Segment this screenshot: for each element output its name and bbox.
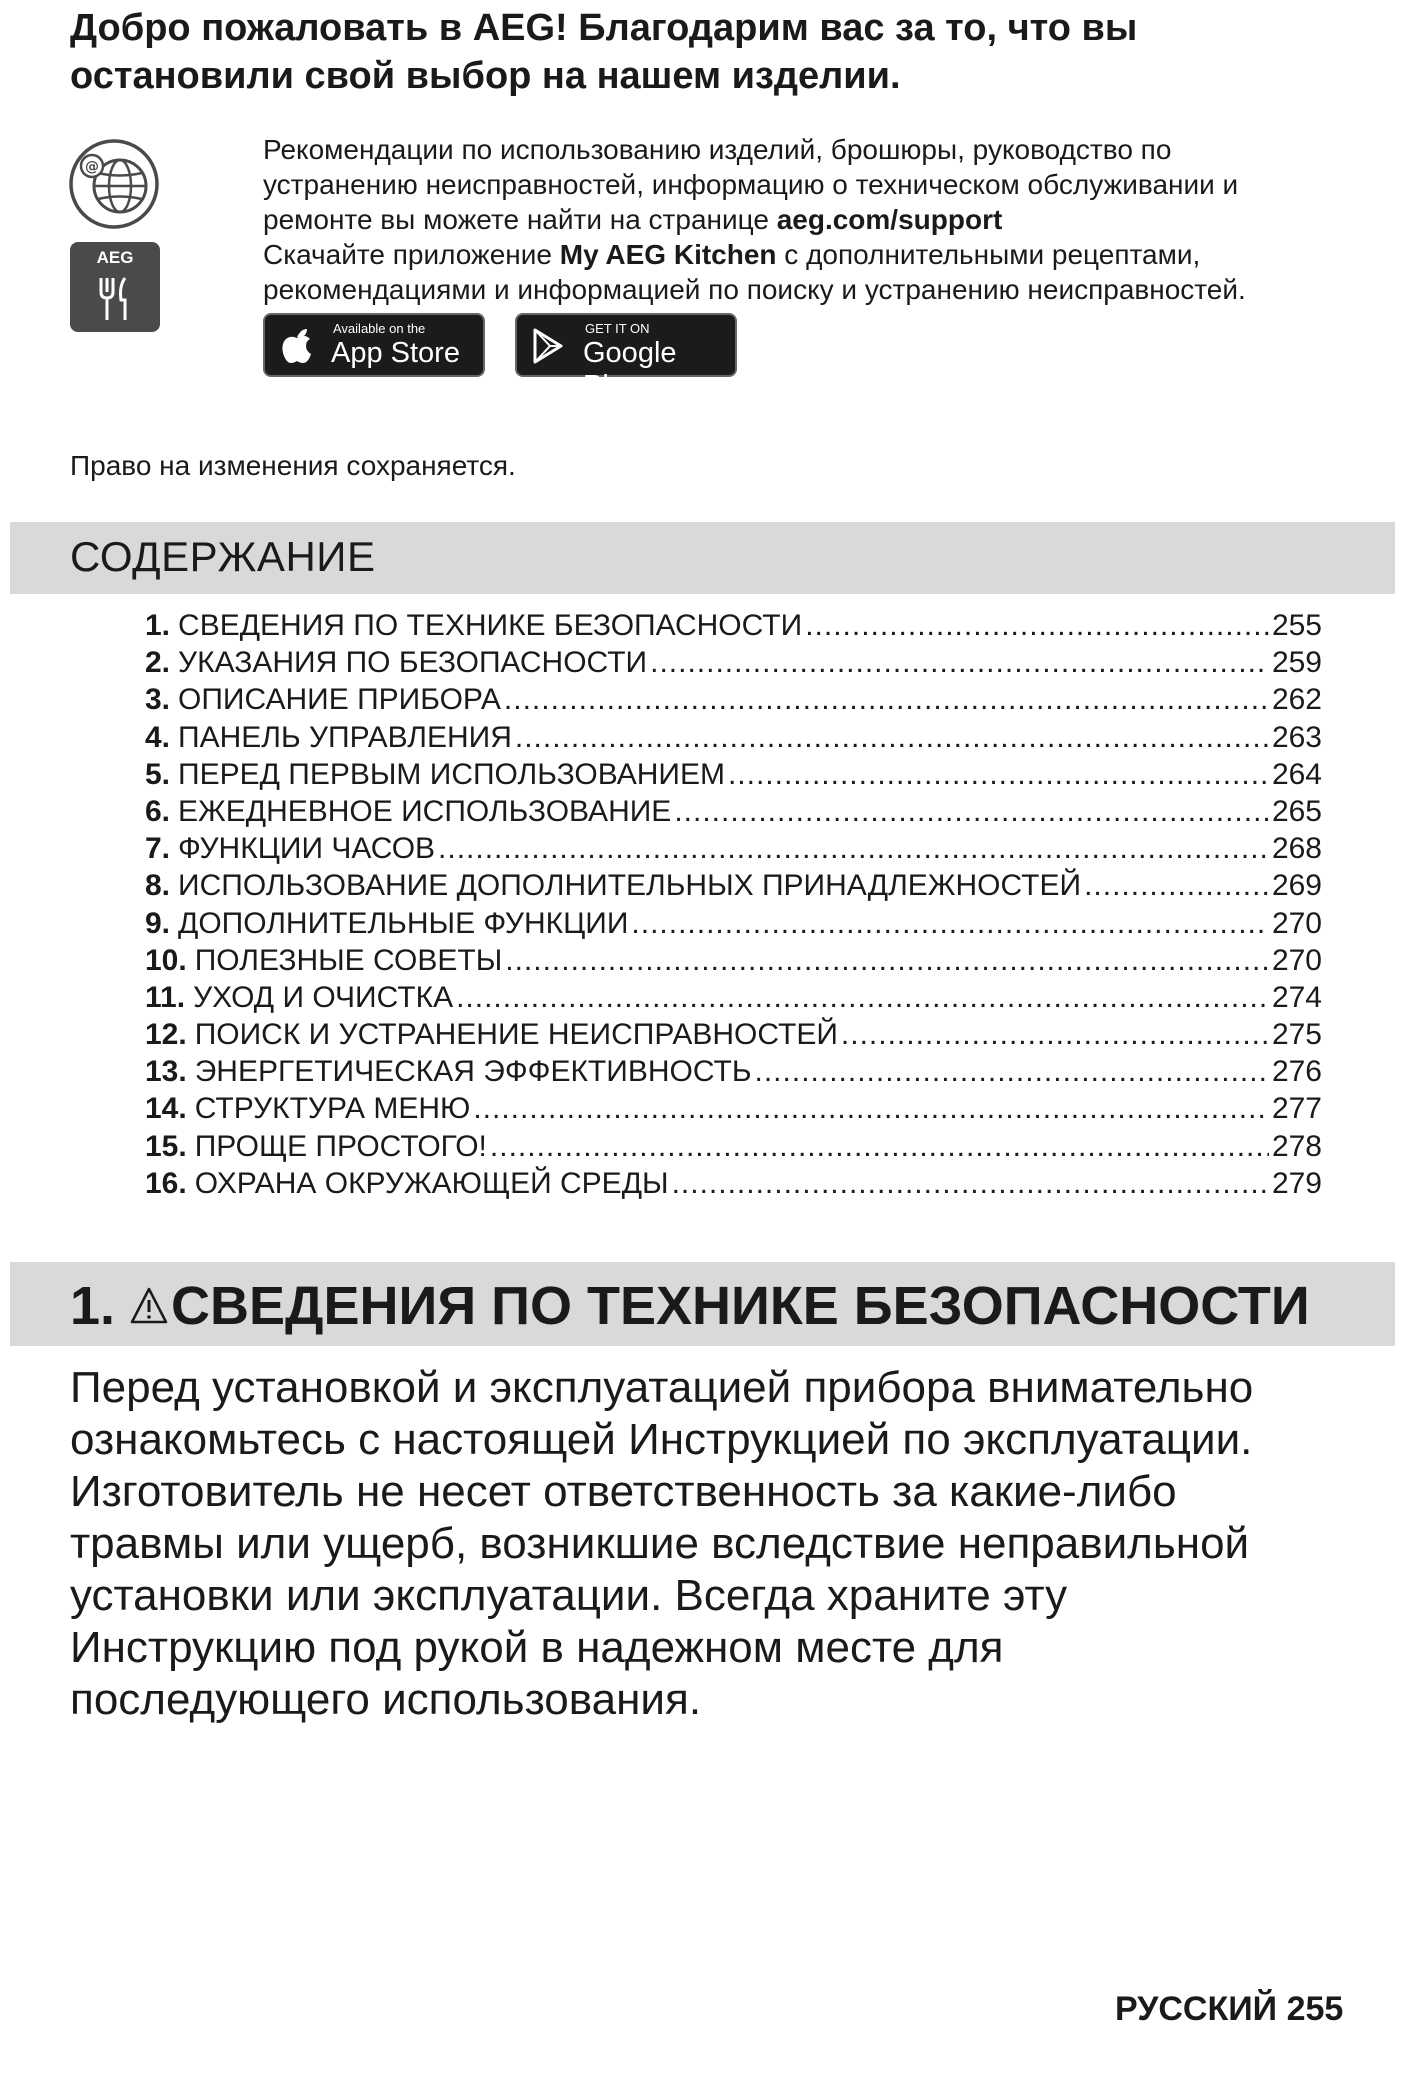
toc-item-page: 268: [1271, 832, 1322, 866]
support-url-link[interactable]: aeg.com/support: [776, 204, 1003, 235]
toc-leader-dots: [504, 681, 1269, 718]
app-name: My AEG Kitchen: [559, 239, 777, 270]
toc-item-title: ФУНКЦИИ ЧАСОВ: [178, 832, 436, 866]
support-line-5: рекомендациями и информацией по поиску и устранению неисправностей.: [263, 274, 1246, 305]
toc-leader-dots: [755, 1053, 1269, 1090]
toc-item[interactable]: [145, 1090, 1322, 1127]
google-play-big-text: Google Play: [583, 337, 677, 402]
toc-item[interactable]: [145, 1016, 1322, 1053]
toc-leader-dots: [473, 1090, 1269, 1127]
warning-triangle-icon: [129, 1286, 169, 1326]
support-line-4: [263, 237, 1343, 272]
toc-item-page: 270: [1271, 943, 1322, 977]
toc-item-number: 16.: [145, 1166, 187, 1200]
intro-line: Изготовитель не несет ответственность за какие-либо: [70, 1467, 1177, 1516]
toc-item[interactable]: [145, 867, 1322, 904]
toc-item-title: ЕЖЕДНЕВНОЕ ИСПОЛЬЗОВАНИЕ: [178, 794, 672, 828]
toc-leader-dots: [672, 1165, 1269, 1202]
toc-item[interactable]: [145, 830, 1322, 867]
section-1-number: 1.: [70, 1276, 116, 1336]
toc-item-page: 275: [1271, 1018, 1322, 1052]
table-of-contents: [145, 607, 1322, 1202]
toc-leader-dots: [728, 756, 1269, 793]
intro-line: Перед установкой и эксплуатацией прибора внимательно: [70, 1363, 1254, 1412]
toc-item-title: СВЕДЕНИЯ ПО ТЕХНИКЕ БЕЗОПАСНОСТИ: [178, 609, 803, 642]
apple-icon: [281, 327, 313, 365]
google-play-small-text: GET IT ON: [585, 321, 650, 336]
support-line-1: Рекомендации по использованию изделий, брошюры, руководство по: [263, 134, 1172, 165]
toc-item-title: ПАНЕЛЬ УПРАВЛЕНИЯ: [178, 720, 512, 754]
intro-line: установки или эксплуатации. Всегда храните эту: [70, 1571, 1068, 1620]
google-play-badge[interactable]: [515, 313, 737, 402]
support-line-3-prefix: ремонте вы можете найти на странице: [263, 204, 777, 235]
toc-item-page: 279: [1271, 1166, 1322, 1200]
footer-language: РУССКИЙ: [1115, 1990, 1278, 2028]
intro-line: ознакомьтесь с настоящей Инструкцией по эксплуатации.: [70, 1415, 1253, 1464]
support-line-2: устранению неисправностей, информацию о техническом обслуживании и: [263, 169, 1239, 200]
toc-item-number: 12.: [145, 1018, 187, 1052]
toc-item-title: УХОД И ОЧИСТКА: [193, 980, 454, 1014]
toc-item[interactable]: [145, 756, 1322, 793]
toc-leader-dots: [505, 942, 1269, 979]
toc-item-title: ПЕРЕД ПЕРВЫМ ИСПОЛЬЗОВАНИЕМ: [178, 757, 725, 791]
app-icon-brand: AEG: [96, 248, 134, 267]
toc-item-number: 11.: [145, 980, 186, 1014]
svg-text:@: @: [85, 159, 99, 175]
app-prefix: Скачайте приложение: [263, 239, 560, 270]
toc-item-number: 15.: [145, 1129, 187, 1163]
app-store-badge[interactable]: [263, 313, 485, 377]
section-1-intro: [70, 1362, 1390, 1726]
app-suffix: с дополнительными рецептами,: [776, 239, 1201, 270]
toc-item[interactable]: [145, 979, 1322, 1016]
toc-item-page: 255: [1271, 609, 1322, 642]
toc-item-number: 5.: [145, 757, 171, 791]
toc-item-page: 264: [1271, 757, 1322, 791]
toc-item-title: ПОИСК И УСТРАНЕНИЕ НЕИСПРАВНОСТЕЙ: [194, 1018, 838, 1052]
toc-leader-dots: [650, 644, 1269, 681]
toc-leader-dots: [1084, 867, 1269, 904]
toc-item-number: 14.: [145, 1092, 187, 1126]
footer-page-number: 255: [1286, 1990, 1344, 2028]
welcome-line-2: остановили свой выбор на нашем изделии.: [70, 55, 901, 97]
toc-item[interactable]: [145, 644, 1322, 681]
aeg-kitchen-app-icon: [70, 242, 160, 332]
toc-item-number: 3.: [145, 683, 171, 717]
toc-title: СОДЕРЖАНИЕ: [70, 533, 376, 580]
toc-item[interactable]: [145, 681, 1322, 718]
footer-page-label: [1115, 1990, 1343, 2029]
toc-leader-dots: [805, 607, 1269, 644]
intro-line: травмы или ущерб, возникшие вследствие неправильной: [70, 1519, 1250, 1568]
toc-item-number: 1.: [145, 609, 171, 642]
toc-item[interactable]: [145, 1165, 1322, 1202]
intro-line: последующего использования.: [70, 1675, 702, 1724]
toc-item-title: ДОПОЛНИТЕЛЬНЫЕ ФУНКЦИИ: [178, 906, 629, 940]
toc-item-page: 277: [1271, 1092, 1322, 1126]
toc-item[interactable]: [145, 1053, 1322, 1090]
toc-leader-dots: [841, 1016, 1269, 1053]
toc-item-page: 262: [1271, 683, 1322, 717]
toc-leader-dots: [490, 1128, 1269, 1165]
section-1-heading: [70, 1275, 1310, 1337]
toc-item-page: 274: [1271, 980, 1322, 1014]
toc-item-number: 9.: [145, 906, 171, 940]
support-line-3: [263, 202, 1343, 237]
section-1-title: СВЕДЕНИЯ ПО ТЕХНИКЕ БЕЗОПАСНОСТИ: [171, 1276, 1310, 1336]
toc-item[interactable]: [145, 719, 1322, 756]
toc-item-title: ПОЛЕЗНЫЕ СОВЕТЫ: [194, 943, 503, 977]
rights-notice: Право на изменения сохраняется.: [70, 450, 516, 481]
toc-item[interactable]: [145, 1128, 1322, 1165]
toc-item-page: 269: [1271, 869, 1322, 903]
toc-item-title: ОПИСАНИЕ ПРИБОРА: [178, 683, 501, 717]
toc-leader-dots: [515, 719, 1269, 756]
toc-item[interactable]: [145, 607, 1322, 644]
toc-item[interactable]: [145, 793, 1322, 830]
toc-item-title: ПРОЩЕ ПРОСТОГО!: [194, 1129, 487, 1163]
toc-leader-dots: [438, 830, 1269, 867]
toc-item-number: 2.: [145, 646, 171, 680]
intro-line: Инструкцию под рукой в надежном месте для: [70, 1623, 1004, 1672]
toc-item-title: УКАЗАНИЯ ПО БЕЗОПАСНОСТИ: [178, 646, 648, 680]
fork-knife-icon: [97, 276, 133, 322]
toc-item-number: 7.: [145, 832, 171, 866]
toc-item-number: 10.: [145, 943, 187, 977]
toc-item-page: 265: [1271, 794, 1322, 828]
toc-item-page: 276: [1271, 1055, 1322, 1089]
toc-leader-dots: [674, 793, 1269, 830]
globe-at-icon: [68, 138, 160, 230]
toc-item-number: 4.: [145, 720, 171, 754]
app-store-small-text: Available on the: [333, 321, 426, 336]
toc-item-page: 270: [1271, 906, 1322, 940]
toc-leader-dots: [456, 979, 1269, 1016]
toc-item-title: ИСПОЛЬЗОВАНИЕ ДОПОЛНИТЕЛЬНЫХ ПРИНАДЛЕЖНОСТЕЙ: [178, 869, 1082, 903]
toc-item-number: 6.: [145, 794, 171, 828]
toc-item-number: 13.: [145, 1055, 187, 1089]
toc-item[interactable]: [145, 905, 1322, 942]
welcome-line-1: Добро пожаловать в AEG! Благодарим вас за то, что вы: [70, 7, 1138, 49]
toc-item-title: СТРУКТУРА МЕНЮ: [194, 1092, 471, 1126]
toc-item-page: 263: [1271, 720, 1322, 754]
toc-item-number: 8.: [145, 869, 171, 903]
toc-item-title: ОХРАНА ОКРУЖАЮЩЕЙ СРЕДЫ: [194, 1166, 669, 1200]
toc-item-title: ЭНЕРГЕТИЧЕСКАЯ ЭФФЕКТИВНОСТЬ: [194, 1055, 752, 1089]
toc-item-page: 278: [1271, 1129, 1322, 1163]
support-text: [263, 132, 1343, 307]
app-store-big-text: App Store: [331, 337, 460, 369]
google-play-icon: [531, 327, 567, 365]
toc-item-page: 259: [1271, 646, 1322, 680]
toc-item[interactable]: [145, 942, 1322, 979]
toc-leader-dots: [631, 905, 1269, 942]
welcome-heading: [70, 4, 1330, 100]
